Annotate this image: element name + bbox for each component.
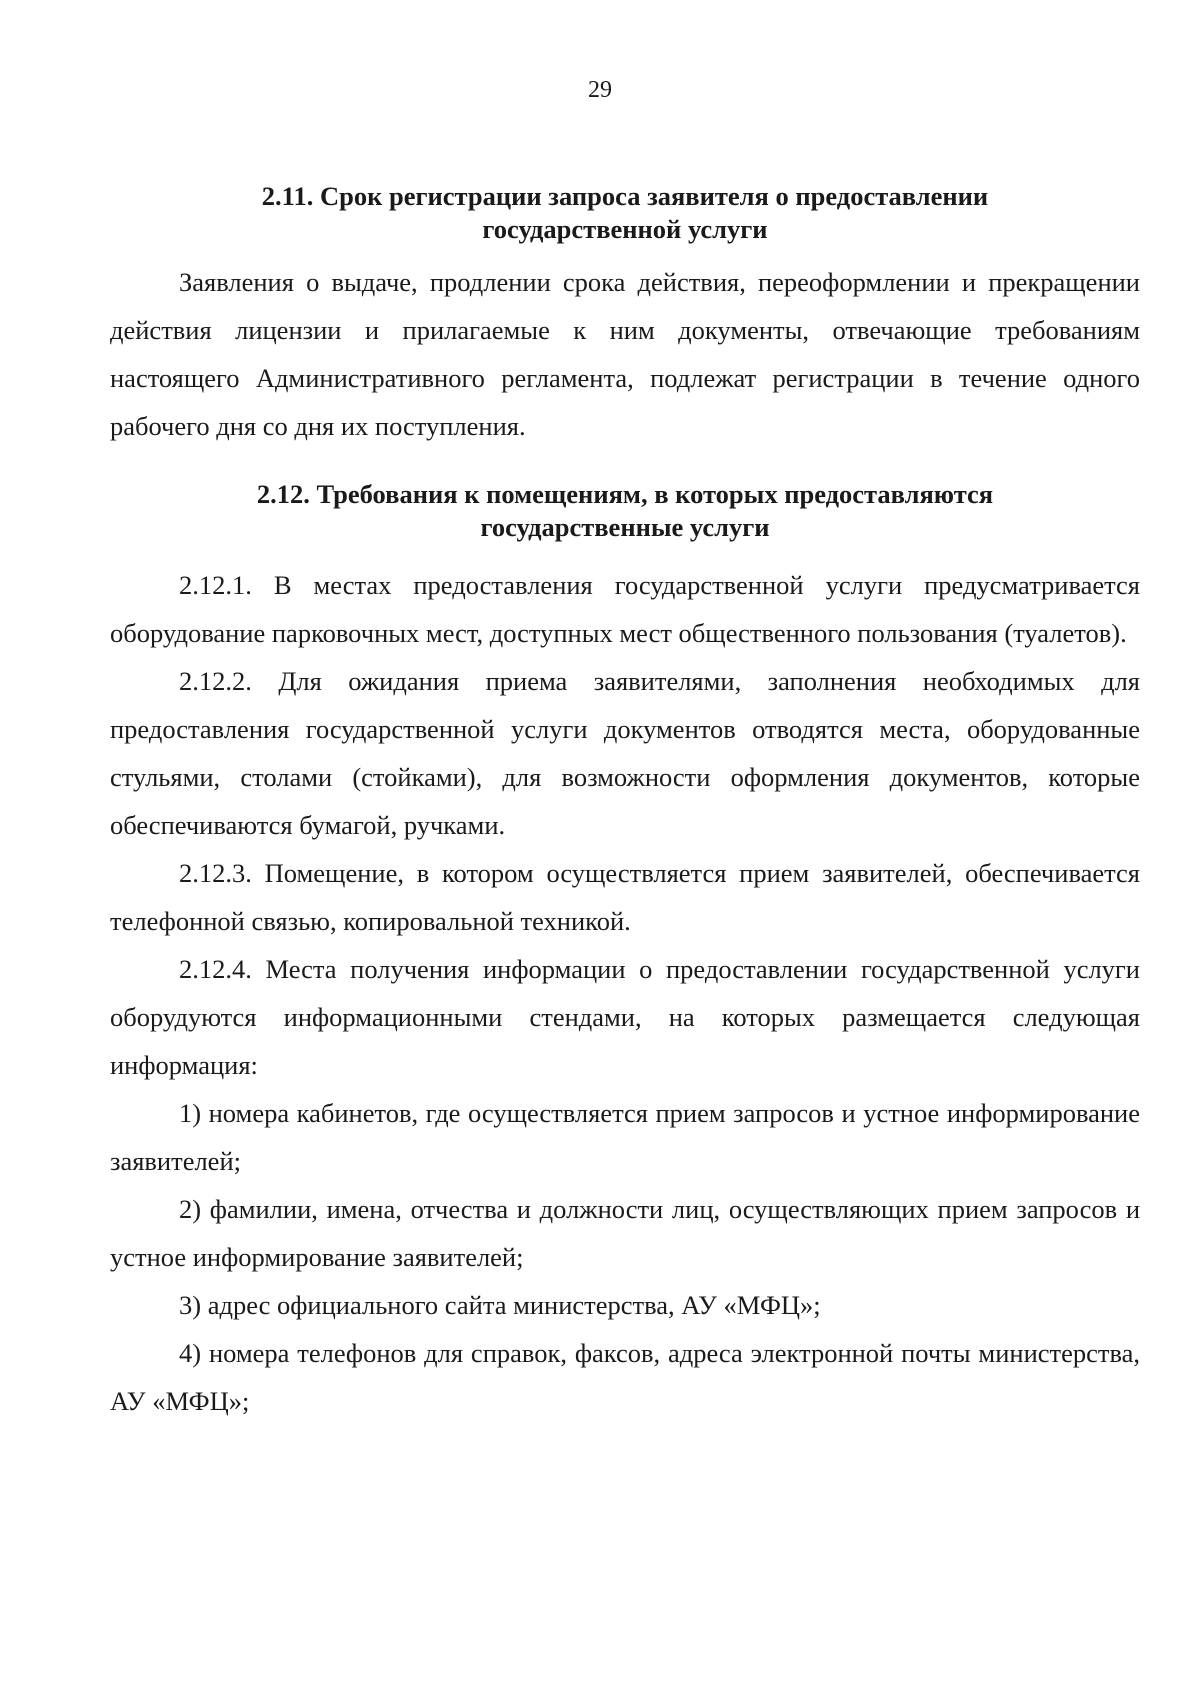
section-2-12-heading-line1: 2.12. Требования к помещениям, в которых предоставляются: [256, 479, 994, 509]
section-2-11-heading-line1: 2.11. Срок регистрации запроса заявителя о предоставлении: [261, 181, 989, 211]
page-number: 29: [588, 77, 612, 103]
list-item-1: 1) номера кабинетов, где осуществляется прием запросов и устное информирование заявителей;: [110, 1098, 1140, 1176]
section-2-12-body: [110, 561, 1140, 1425]
paragraph-2-12-2: 2.12.2. Для ожидания приема заявителями, заполнения необходимых для предоставления государственной услуги документов отводятся места, оборудованные стульями, столами (стойками), для возможности оформления документов, которые обеспечиваются бумагой, ручками.: [110, 666, 1140, 840]
list-item-2: 2) фамилии, имена, отчества и должности лиц, осуществляющих прием запросов и устное информирование заявителей;: [110, 1194, 1140, 1272]
paragraph-2-12-4: 2.12.4. Места получения информации о предоставлении государственной услуги оборудуются информационными стендами, на которых размещается следующая информация:: [110, 954, 1140, 1080]
paragraph-2-12-1: 2.12.1. В местах предоставления государственной услуги предусматривается оборудование парковочных мест, доступных мест общественного пользования (туалетов).: [110, 570, 1140, 648]
section-2-11-heading-line2: государственной услуги: [482, 214, 768, 244]
section-2-11-paragraph: Заявления о выдаче, продлении срока действия, переоформлении и прекращении действия лицензии и прилагаемые к ним документы, отвечающие требованиям настоящего Административного регламента, подлежат регистрации в течение одного рабочего дня со дня их поступления.: [110, 267, 1140, 441]
paragraph-2-12-3: 2.12.3. Помещение, в котором осуществляется прием заявителей, обеспечивается телефонной связью, копировальной техникой.: [110, 858, 1140, 936]
list-item-4: 4) номера телефонов для справок, факсов, адреса электронной почты министерства, АУ «МФЦ»;: [110, 1338, 1140, 1416]
section-2-11-body: [110, 258, 1140, 450]
section-2-12-heading: [110, 478, 1140, 544]
section-2-12-heading-line2: государственные услуги: [480, 512, 770, 542]
section-2-11-heading: [110, 180, 1140, 246]
list-item-3: 3) адрес официального сайта министерства, АУ «МФЦ»;: [179, 1290, 821, 1320]
